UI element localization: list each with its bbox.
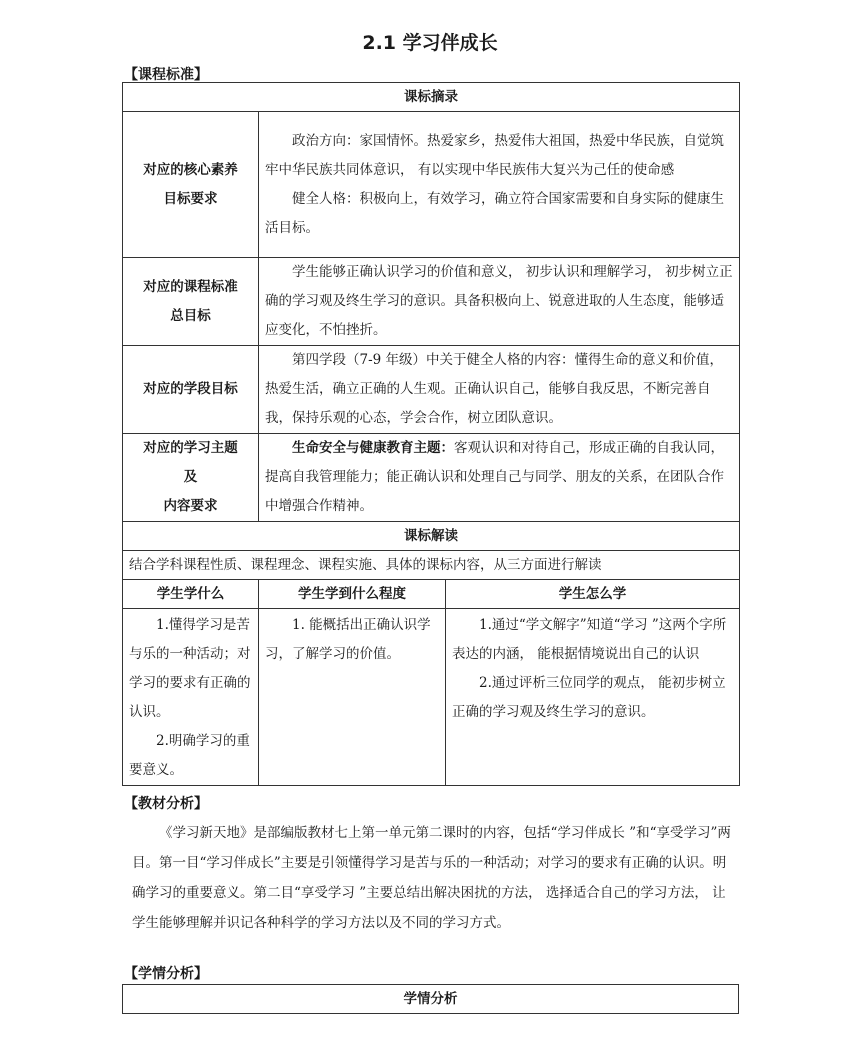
col-header-how: 学生怎么学 bbox=[446, 580, 740, 609]
col-content-degree: 1. 能概括出正确认识学习，了解学习的价值。 bbox=[259, 609, 446, 786]
row-content-course-goal: 学生能够正确认识学习的价值和意义， 初步认识和理解学习， 初步树立正确的学习观及终生学习的意识。具备积极向上、锐意进取的人生态度，能够适应变化，不怕挫折。 bbox=[259, 258, 740, 346]
row-label-stage-goal: 对应的学段目标 bbox=[123, 346, 259, 434]
learner-analysis-header: 学情分析 bbox=[123, 985, 739, 1014]
section-learners-label: 【学情分析】 bbox=[124, 966, 208, 982]
interpretation-header: 课标解读 bbox=[123, 522, 740, 551]
page-title: 2.1 学习伴成长 bbox=[362, 32, 498, 54]
row-content-stage-goal: 第四学段（7-9 年级）中关于健全人格的内容：懂得生命的意义和价值，热爱生活，确立正确的人生观。正确认识自己，能够自我反思，不断完善自我，保持乐观的心态，学会合作，树立团队意识。 bbox=[259, 346, 740, 434]
row-content-learning-theme: 生命安全与健康教育主题：客观认识和对待自己，形成正确的自我认同， 提高自我管理能力；能正确认识和处理自己与同学、朋友的关系，在团队合作中增强合作精神。 bbox=[259, 434, 740, 522]
col-content-what: 1.懂得学习是苦与乐的一种活动；对学习的要求有正确的认识。 2.明确学习的重要意义。 bbox=[123, 609, 259, 786]
row-label-core-literacy: 对应的核心素养 目标要求 bbox=[123, 112, 259, 258]
row-label-learning-theme: 对应的学习主题 及 内容要求 bbox=[123, 434, 259, 522]
col-header-degree: 学生学到什么程度 bbox=[259, 580, 446, 609]
curriculum-table bbox=[122, 82, 740, 786]
row-content-core-literacy: 政治方向：家国情怀。热爱家乡，热爱伟大祖国，热爱中华民族，自觉筑牢中华民族共同体意识， 有以实现中华民族伟大复兴为己任的使命感 健全人格：积极向上，有效学习，确立符合国家需要和自身实际的健康生活目标。 bbox=[259, 112, 740, 258]
col-content-how: 1.通过“学文解字”知道“学习 ”这两个字所表达的内涵， 能根据情境说出自己的认识 2.通过评析三位同学的观点， 能初步树立正确的学习观及终生学习的意识。 bbox=[446, 609, 740, 786]
row-label-course-goal: 对应的课程标准 总目标 bbox=[123, 258, 259, 346]
excerpt-header: 课标摘录 bbox=[123, 83, 740, 112]
section-curriculum-label: 【课程标准】 bbox=[124, 67, 208, 83]
section-textbook-label: 【教材分析】 bbox=[124, 796, 208, 812]
interpretation-text: 结合学科课程性质、课程理念、课程实施、具体的课标内容，从三方面进行解读 bbox=[123, 551, 740, 580]
textbook-analysis-text: 《学习新天地》是部编版教材七上第一单元第二课时的内容，包括“学习伴成长 ”和“享受学习”两目。第一目“学习伴成长”主要是引领懂得学习是苦与乐的一种活动；对学习的要求有正确的认识。明确学习的重要意义。第二目“享受学习 ”主要总结出解决困扰的方法， 选择适合自己的学习方法， 让学生能够理解并识记各种科学的学习方法以及不同的学习方式。 bbox=[132, 825, 731, 931]
col-header-what: 学生学什么 bbox=[123, 580, 259, 609]
learner-table bbox=[122, 984, 739, 1014]
